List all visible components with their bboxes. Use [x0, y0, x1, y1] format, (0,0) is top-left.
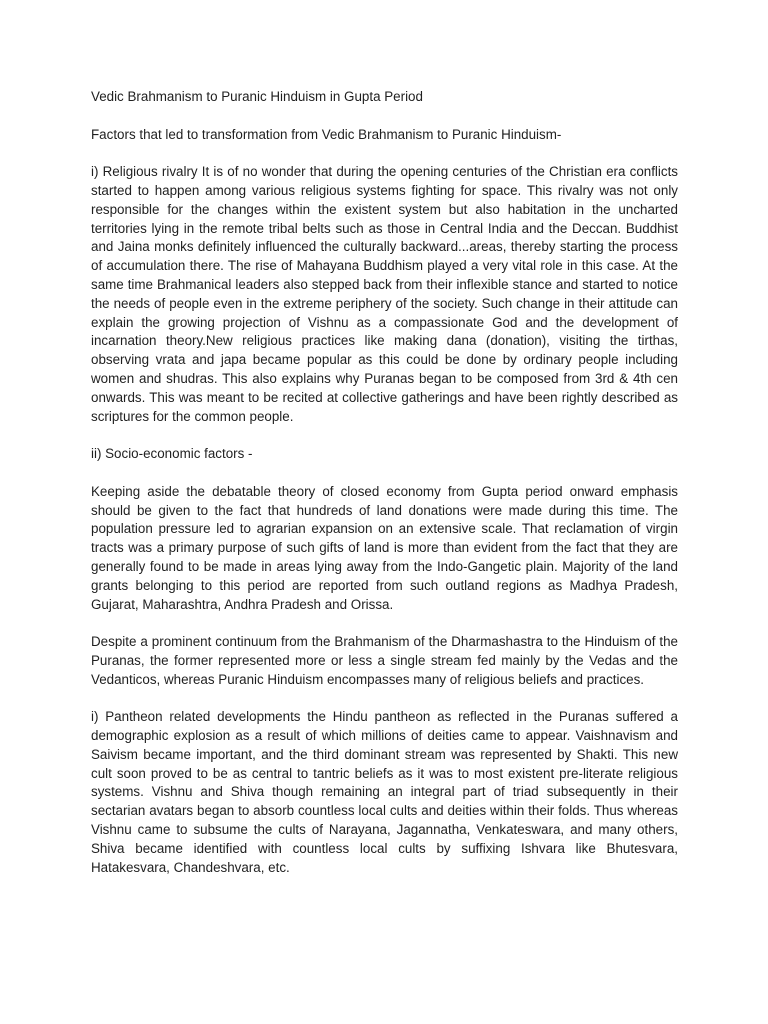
heading-socio-economic: ii) Socio-economic factors -: [91, 446, 253, 462]
paragraph-pantheon: i) Pantheon related developments the Hindu pantheon as reflected in the Puranas suffered a demographic explosion as a result of which millions of deities came to appear. Vaishnavism and Saivism became important, and the third dominant stream was represented by Shakti. This new cult soon proved to be as central to tantric beliefs as it was to most existent pre-literate religious systems. Vishnu and Shiva though remaining an integral part of triad subsequently in their sectarian avatars began to absorb countless local cults and deities within their folds. Thus whereas Vishnu came to subsume the cults of Narayana, Jagannatha, Venkateswara, and many others, Shiva became identified with countless local cults by suffixing Ishvara like Bhutesvara, Hatakesvara, Chandeshvara, etc.: [91, 709, 678, 875]
paragraph-religious-rivalry: i) Religious rivalry It is of no wonder that during the opening centuries of the Christian era conflicts started to happen among various religious systems fighting for space. This rivalry was not only responsible for the changes within the existent system but also habitation in the uncharted territories lying in the remote tribal belts such as those in Central India and the Deccan. Buddhist and Jaina monks definitely influenced the culturally backward...areas, thereby starting the process of accumulation there. The rise of Mahayana Buddhism played a very vital role in this case. At the same time Brahmanical leaders also stepped back from their inflexible stance and started to notice the needs of people even in the extreme periphery of the society. Such change in their attitude can explain the growing projection of Vishnu as a compassionate God and the development of incarnation theory.New religious practices like making dana (donation), visiting the tirthas, observing vrata and japa became popular as this could be done by ordinary people including women and shudras. This also explains why Puranas began to be composed from 3rd & 4th cen onwards. This was meant to be recited at collective gatherings and have been rightly described as scriptures for the common people.: [91, 164, 678, 424]
document-page: [91, 88, 678, 896]
document-subtitle: Factors that led to transformation from Vedic Brahmanism to Puranic Hinduism-: [91, 126, 562, 142]
paragraph-socio-economic: Keeping aside the debatable theory of closed economy from Gupta period onward emphasis should be given to the fact that hundreds of land donations were made during this time. The population pressure led to agrarian expansion on an extensive scale. That reclamation of virgin tracts was a primary purpose of such gifts of land is more than evident from the fact that they are generally found to be made in areas lying away from the Indo-Gangetic plain. Majority of the land grants belonging to this period are reported from such outland regions as Madhya Pradesh, Gujarat, Maharashtra, Andhra Pradesh and Orissa.: [91, 483, 678, 612]
document-title: Vedic Brahmanism to Puranic Hinduism in Gupta Period: [91, 89, 423, 104]
paragraph-continuum: Despite a prominent continuum from the Brahmanism of the Dharmashastra to the Hinduism of the Puranas, the former represented more or less a single stream fed mainly by the Vedas and the Vedanticos, whereas Puranic Hinduism encompasses many of religious beliefs and practices.: [91, 634, 678, 687]
